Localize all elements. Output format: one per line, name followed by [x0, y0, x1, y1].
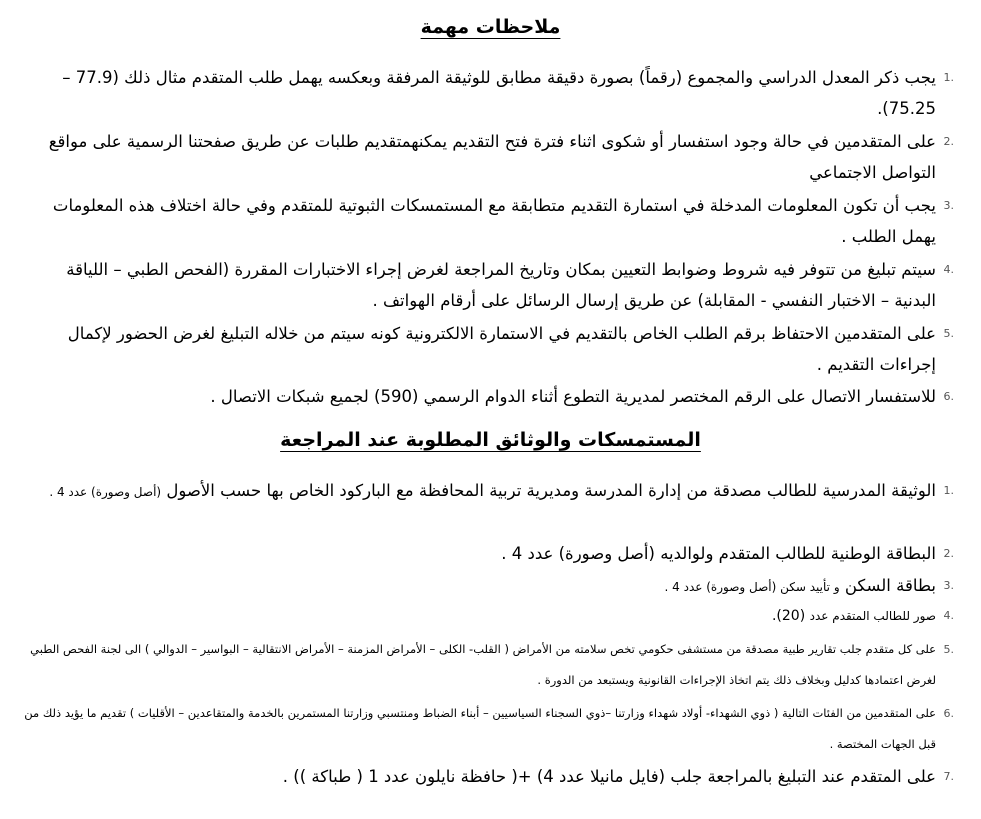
item-text: يجب أن تكون المعلومات المدخلة في استمارة التقديم متطابقة مع المستمسكات الثبوتية للمتقدم وفي حالة اختلاف هذه المعلومات يهمل الطلب .	[52, 196, 936, 246]
list-item: 1. يجب ذكر المعدل الدراسي والمجموع (رقماً) بصورة دقيقة مطابق للوثيقة المرفقة وبعكسه يهمل طلب المتقدم مثال ذلك (77.9 –75.25).	[62, 68, 954, 118]
list-item: 2. على المتقدمين في حالة وجود استفسار أو شكوى اثناء فترة فتح التقديم يمكنهمتقديم طلبات عن طريق صفحتنا الرسمية على مواقع التواصل الاجتماعي	[48, 132, 954, 182]
item-text: على المتقدمين من الفئات التالية ( ذوي الشهداء- أولاد شهداء وزارتنا –ذوي السجناء السياسيين – أبناء الضباط ومنتسبي وزارتنا المستمرين بالخدمة والمتقاعدين – الأقليات ) تقديم ما يؤيد ذلك من قبل الجهات المختصة .	[24, 706, 936, 751]
list-item: 4. سيتم تبليغ من تتوفر فيه شروط وضوابط التعيين بمكان وتاريخ المراجعة لغرض إجراء الاختبارات المقررة (الفحص الطبي – اللياقة البدنية – الاختبار النفسي - المقابلة) عن طريق إرسال الرسائل على أرقام الهواتف .	[66, 260, 954, 310]
item-text: بطاقة السكن	[844, 576, 936, 595]
list-item: 7. على المتقدم عند التبليغ بالمراجعة جلب (فايل مانيلا عدد 4) +( حافظة نايلون عدد 1 ( طباكة )) .	[282, 767, 954, 786]
list-item: 3. بطاقة السكن و تأييد سكن (أصل وصورة) عدد 4 .	[664, 576, 954, 595]
item-text: على المتقدم عند التبليغ بالمراجعة جلب (فايل مانيلا عدد 4) +( حافظة نايلون عدد 1 ( طباكة )) .	[282, 767, 936, 786]
item-text: الوثيقة المدرسية للطالب مصدقة من إدارة المدرسة ومديرية تربية المحافظة مع الباركود الخاص بها حسب الأصول	[166, 481, 936, 500]
item-text: للاستفسار الاتصال على الرقم المختصر لمديرية التطوع أثناء الدوام الرسمي (590) لجميع شبكات الاتصال .	[210, 387, 936, 406]
list-item: 4. صور للطالب المتقدم عدد (20).	[771, 608, 954, 624]
item-text: يجب ذكر المعدل الدراسي والمجموع (رقماً) بصورة دقيقة مطابق للوثيقة المرفقة وبعكسه يهمل طلب المتقدم مثال ذلك (77.9 –75.25).	[62, 68, 936, 118]
list-item: 5. على كل متقدم جلب تقارير طبية مصدقة من مستشفى حكومي تخص سلامته من الأمراض ( القلب- الكلى – الأمراض المزمنة – الأمراض الانتقالية – البواسير – الدوالي ) الى لجنة الفحص الطبي لغرض اعتمادها كدليل وبخلاف ذلك يتم اتخاذ الإجراءات القانونية ويستبعد من الدورة .	[30, 642, 954, 687]
list-item: 1. الوثيقة المدرسية للطالب مصدقة من إدارة المدرسة ومديرية تربية المحافظة مع الباركود الخاص بها حسب الأصول (أصل وصورة) عدد 4 .	[49, 481, 954, 500]
notes-heading: ملاحظات مهمة	[420, 16, 561, 38]
item-text: على كل متقدم جلب تقارير طبية مصدقة من مستشفى حكومي تخص سلامته من الأمراض ( القلب- الكلى – الأمراض المزمنة – الأمراض الانتقالية – البواسير – الدوالي ) الى لجنة الفحص الطبي لغرض اعتمادها كدليل وبخلاف ذلك يتم اتخاذ الإجراءات القانونية ويستبعد من الدورة .	[30, 642, 936, 687]
list-item: 3. يجب أن تكون المعلومات المدخلة في استمارة التقديم متطابقة مع المستمسكات الثبوتية للمتقدم وفي حالة اختلاف هذه المعلومات يهمل الطلب .	[52, 196, 954, 246]
item-text: على المتقدمين في حالة وجود استفسار أو شكوى اثناء فترة فتح التقديم يمكنهمتقديم طلبات عن طريق صفحتنا الرسمية على مواقع التواصل الاجتماعي	[48, 132, 936, 182]
item-text: سيتم تبليغ من تتوفر فيه شروط وضوابط التعيين بمكان وتاريخ المراجعة لغرض إجراء الاختبارات المقررة (الفحص الطبي – اللياقة البدنية – الاختبار النفسي - المقابلة) عن طريق إرسال الرسائل على أرقام الهواتف .	[66, 260, 936, 310]
item-text: البطاقة الوطنية للطالب المتقدم ولوالديه (أصل وصورة) عدد 4 .	[501, 544, 936, 563]
list-item: 6. للاستفسار الاتصال على الرقم المختصر لمديرية التطوع أثناء الدوام الرسمي (590) لجميع شبكات الاتصال .	[210, 387, 954, 406]
list-item: 6. على المتقدمين من الفئات التالية ( ذوي الشهداء- أولاد شهداء وزارتنا –ذوي السجناء السياسيين – أبناء الضباط ومنتسبي وزارتنا المستمرين بالخدمة والمتقاعدين – الأقليات ) تقديم ما يؤيد ذلك من قبل الجهات المختصة .	[24, 706, 954, 751]
list-item: 5. على المتقدمين الاحتفاظ برقم الطلب الخاص بالتقديم في الاستمارة الالكترونية كونه سيتم من خلاله التبليغ لغرض الحضور لإكمال إجراءات التقديم .	[67, 324, 954, 374]
documents-heading: المستمسكات والوثائق المطلوبة عند المراجعة	[280, 429, 701, 451]
list-item: 2. البطاقة الوطنية للطالب المتقدم ولوالديه (أصل وصورة) عدد 4 .	[501, 544, 954, 563]
item-text-small: و تأييد سكن (أصل وصورة) عدد 4 .	[664, 580, 840, 594]
item-text-small: (أصل وصورة) عدد 4 .	[49, 485, 162, 499]
item-text: على المتقدمين الاحتفاظ برقم الطلب الخاص بالتقديم في الاستمارة الالكترونية كونه سيتم من خلاله التبليغ لغرض الحضور لإكمال إجراءات التقديم .	[67, 324, 936, 374]
item-text-end: (20).	[771, 608, 806, 624]
item-text: صور للطالب المتقدم عدد	[809, 609, 936, 623]
